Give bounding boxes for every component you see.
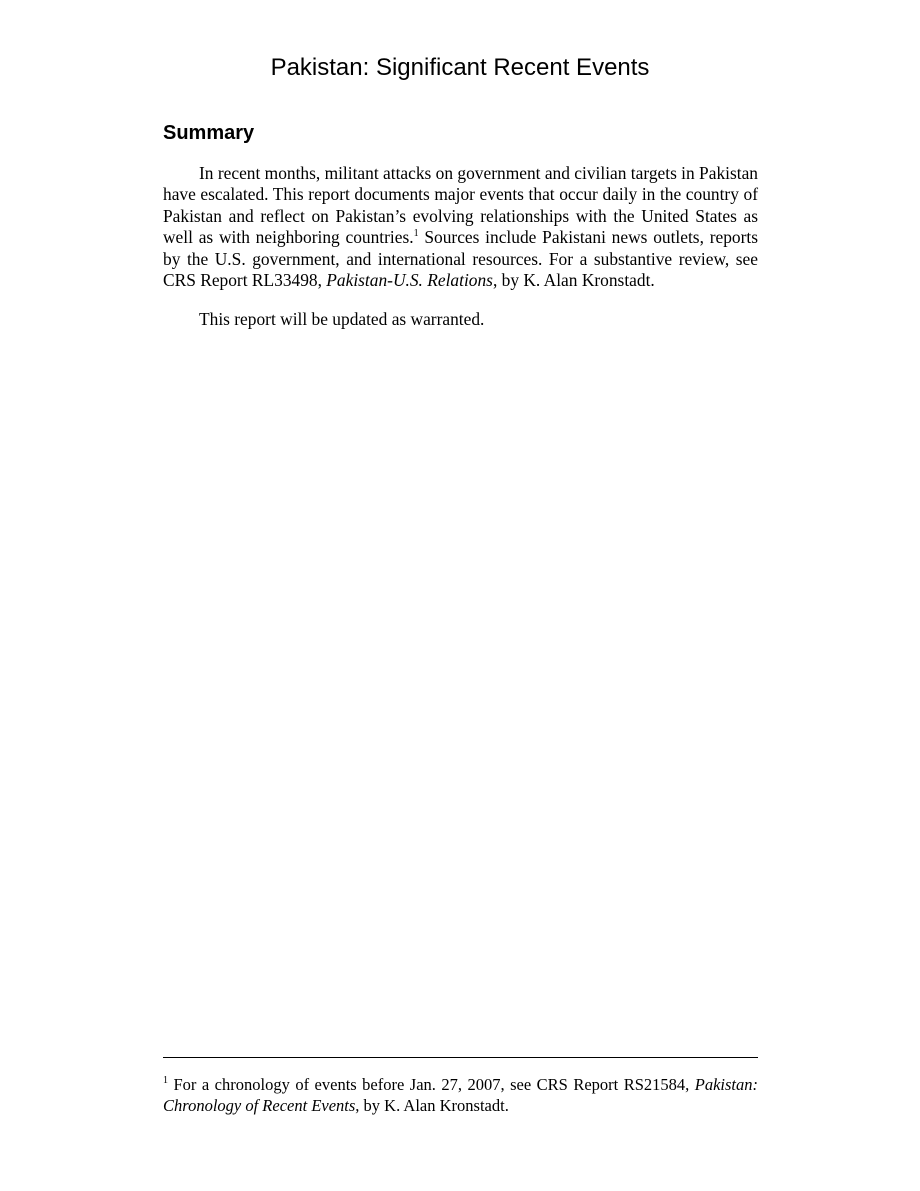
footnote [163,1074,758,1116]
footnote-reference: 1 [413,228,419,240]
summary-text-part-1: In recent months, militant attacks on government and civilian targets in Pakistan have escalated. This report documents major events that occur daily in the country of Pakistan and reflect on Pakistan’s evolving relationships with the United States as well as with neighboring countries. [163,163,758,248]
update-note-paragraph: This report will be updated as warranted. [199,309,485,329]
summary-heading: Summary [163,122,255,144]
summary-paragraph [163,163,758,291]
footnote-marker: 1 [163,1075,168,1086]
footnote-title-italic: Pakistan: Chronology of Recent Events [163,1075,758,1115]
summary-text-part-3: , by K. Alan Kronstadt. [492,270,655,291]
summary-text-part-2: Sources include Pakistani news outlets, reports by the U.S. government, and international resources. For a substantive review, see CRS Report RL33498, [163,227,758,291]
footnote-text-part-1: For a chronology of events before Jan. 27, 2007, see CRS Report RS21584, [168,1075,695,1094]
page-title: Pakistan: Significant Recent Events [270,54,650,81]
footnote-separator [163,1057,758,1058]
footnote-text-part-2: , by K. Alan Kronstadt. [355,1096,509,1115]
report-title-italic: Pakistan-U.S. Relations [326,270,493,291]
